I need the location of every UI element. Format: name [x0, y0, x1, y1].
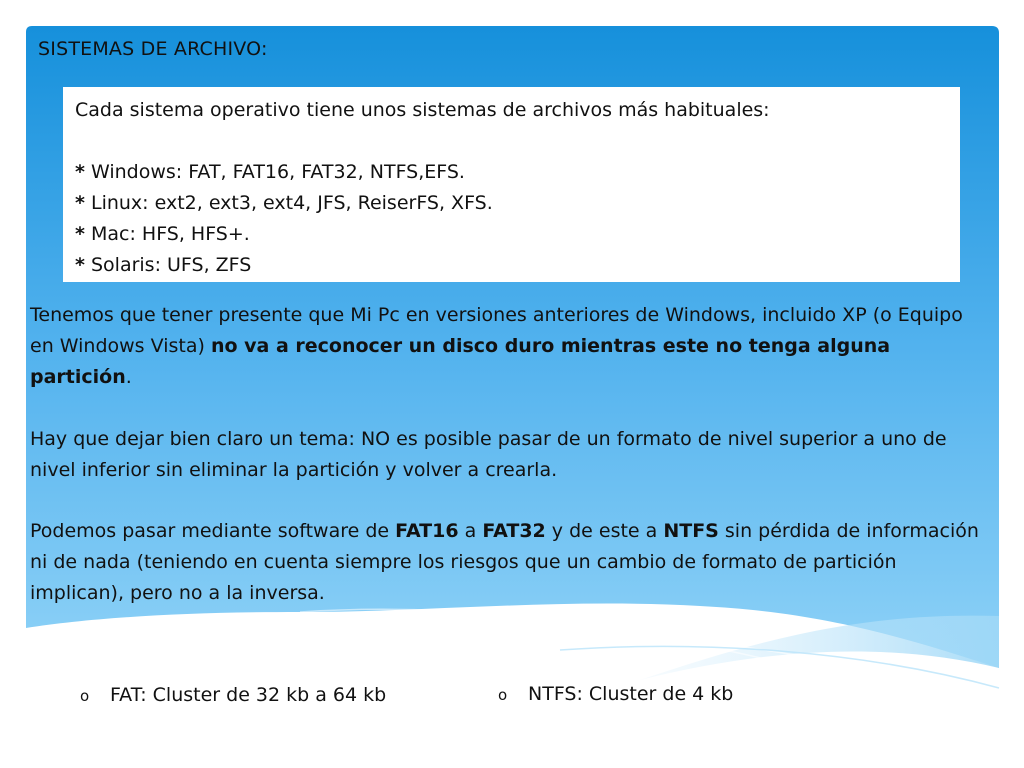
box-item-text: Windows: FAT, FAT16, FAT32, NTFS,EFS.: [84, 161, 465, 183]
para3-text-3: y de este a: [545, 520, 664, 542]
bullet-marker: o: [498, 686, 508, 704]
paragraph-format-level: Hay que dejar bien claro un tema: NO es posible pasar de un formato de nivel superior a uno de nivel inferior sin eliminar la partición y volver a crearla.: [30, 428, 947, 481]
box-item-mac: [75, 219, 948, 250]
bullet-fat-cluster: [80, 684, 386, 706]
box-item-text: Solaris: UFS, ZFS: [84, 254, 252, 276]
star-marker: *: [75, 192, 85, 214]
box-item-linux: [75, 188, 948, 219]
para3-text-1: Podemos pasar mediante software de: [30, 520, 396, 542]
box-spacer: [75, 126, 948, 157]
paragraph-mi-pc: [30, 300, 990, 393]
para3-ntfs: NTFS: [663, 520, 719, 542]
bullet-ntfs-cluster: [498, 683, 733, 705]
wave-line-1: [300, 609, 820, 672]
star-marker: *: [75, 223, 85, 245]
paragraph-conversion: [30, 516, 990, 609]
slide-title: SISTEMAS DE ARCHIVO:: [38, 38, 268, 60]
wave-shape: [640, 616, 999, 680]
box-item-text: Mac: HFS, HFS+.: [84, 223, 250, 245]
filesystems-box: [63, 87, 960, 282]
bullet-text: FAT: Cluster de 32 kb a 64 kb: [110, 684, 387, 706]
star-marker: *: [75, 161, 85, 183]
para1-end: .: [125, 366, 132, 388]
para3-text-2: a: [458, 520, 483, 542]
box-intro: Cada sistema operativo tiene unos sistemas de archivos más habituales:: [75, 99, 770, 121]
star-marker: *: [75, 254, 85, 276]
para3-fat32: FAT32: [482, 520, 546, 542]
para1-bold: no va a reconocer un disco duro mientras este no tenga alguna partición: [30, 335, 891, 388]
para3-text-4: sin pérdida de información ni de nada (teniendo en cuenta siempre los riesgos que un cambio de formato de partición implican), pero no a la inversa.: [30, 520, 979, 604]
bullet-text: NTFS: Cluster de 4 kb: [528, 683, 734, 705]
box-item-text: Linux: ext2, ext3, ext4, JFS, ReiserFS, XFS.: [84, 192, 493, 214]
box-item-solaris: [75, 250, 948, 281]
para1-text: Tenemos que tener presente que Mi Pc en versiones anteriores de Windows, incluido XP (o Equipo en Windows Vista): [30, 304, 963, 357]
para3-fat16: FAT16: [395, 520, 459, 542]
bullet-marker: o: [80, 687, 90, 705]
box-item-windows: [75, 157, 948, 188]
